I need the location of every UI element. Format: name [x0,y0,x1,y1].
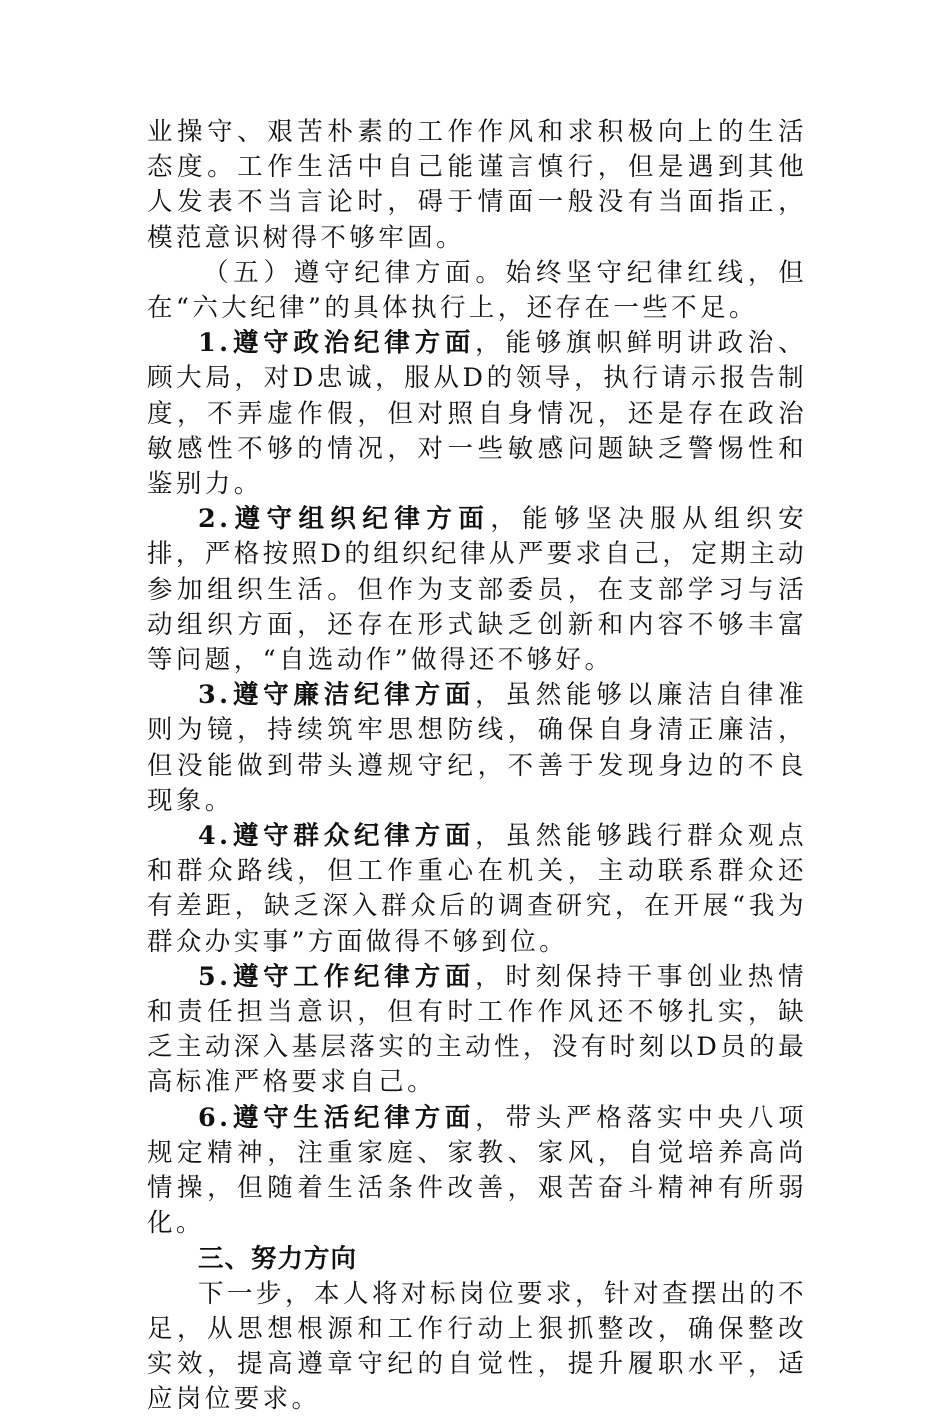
paragraph-political-discipline [147,326,807,502]
section-heading-text: 三、努力方向 [198,1243,358,1274]
paragraph-closing [147,1277,807,1418]
document-body [147,115,807,1418]
paragraph-lead: 4.遵守群众纪律方面 [198,821,476,852]
paragraph-text: ，虽然能够践行群众观点和群众路线，但工作重心在机关，主动联系群众还有差距，缺乏深入群众后的调查研究，在开展“我为群众办实事”方面做得不够到位。 [147,821,808,957]
paragraph-lead: 2.遵守组织纪律方面 [198,504,491,535]
paragraph-text: ，能够旗帜鲜明讲政治、顾大局，对D忠诚，服从D的领导，执行请示报告制度，不弄虚作假，但对照自身情况，还是存在政治敏感性不够的情况，对一些敏感问题缺乏警惕性和鉴别力。 [147,328,808,500]
paragraph-text: ，能够坚决服从组织安排，严格按照D的组织纪律从严要求自己，定期主动参加组织生活。但作为支部委员，在支部学习与活动组织方面，还存在形式缺乏创新和内容不够丰富等问题，“自选动作”做得还不够好。 [147,504,807,676]
paragraph-continuation [147,115,807,256]
paragraph-lead: 1.遵守政治纪律方面 [198,328,476,359]
paragraph-life-discipline [147,1101,807,1242]
paragraph-text: ，虽然能够以廉洁自律准则为镜，持续筑牢思想防线，确保自身清正廉洁，但没能做到带头遵规守纪，不善于发现身边的不良现象。 [147,680,808,816]
paragraph-lead: 5.遵守工作纪律方面 [198,961,476,992]
paragraph-lead: 6.遵守生活纪律方面 [198,1102,476,1133]
paragraph-organizational-discipline [147,502,807,678]
paragraph-integrity-discipline [147,678,807,819]
paragraph-mass-discipline [147,819,807,960]
paragraph-lead: 3.遵守廉洁纪律方面 [198,680,476,711]
paragraph-text: ，带头严格落实中央八项规定精神，注重家庭、家教、家风，自觉培养高尚情操，但随着生活条件改善，艰苦奋斗精神有所弱化。 [147,1102,808,1239]
paragraph-discipline-intro [147,256,807,326]
section-heading [147,1242,807,1277]
paragraph-text: 下一步，本人将对标岗位要求，针对查摆出的不足，从思想根源和工作行动上狠抓整改，确保整改实效，提高遵章守纪的自觉性，提升履职水平，适应岗位要求。 [147,1278,807,1415]
paragraph-text: ，时刻保持干事创业热情和责任担当意识，但有时工作作风还不够扎实，缺乏主动深入基层落实的主动性，没有时刻以D员的最高标准严格要求自己。 [147,961,808,1098]
paragraph-text: 业操守、艰苦朴素的工作作风和求积极向上的生活态度。工作生活中自己能谨言慎行，但是遇到其他人发表不当言论时，碍于情面一般没有当面指正，模范意识树得不够牢固。 [147,117,807,253]
paragraph-text: （五）遵守纪律方面。始终坚守纪律红线，但在“六大纪律”的具体执行上，还存在一些不足。 [147,257,807,324]
paragraph-work-discipline [147,960,807,1101]
